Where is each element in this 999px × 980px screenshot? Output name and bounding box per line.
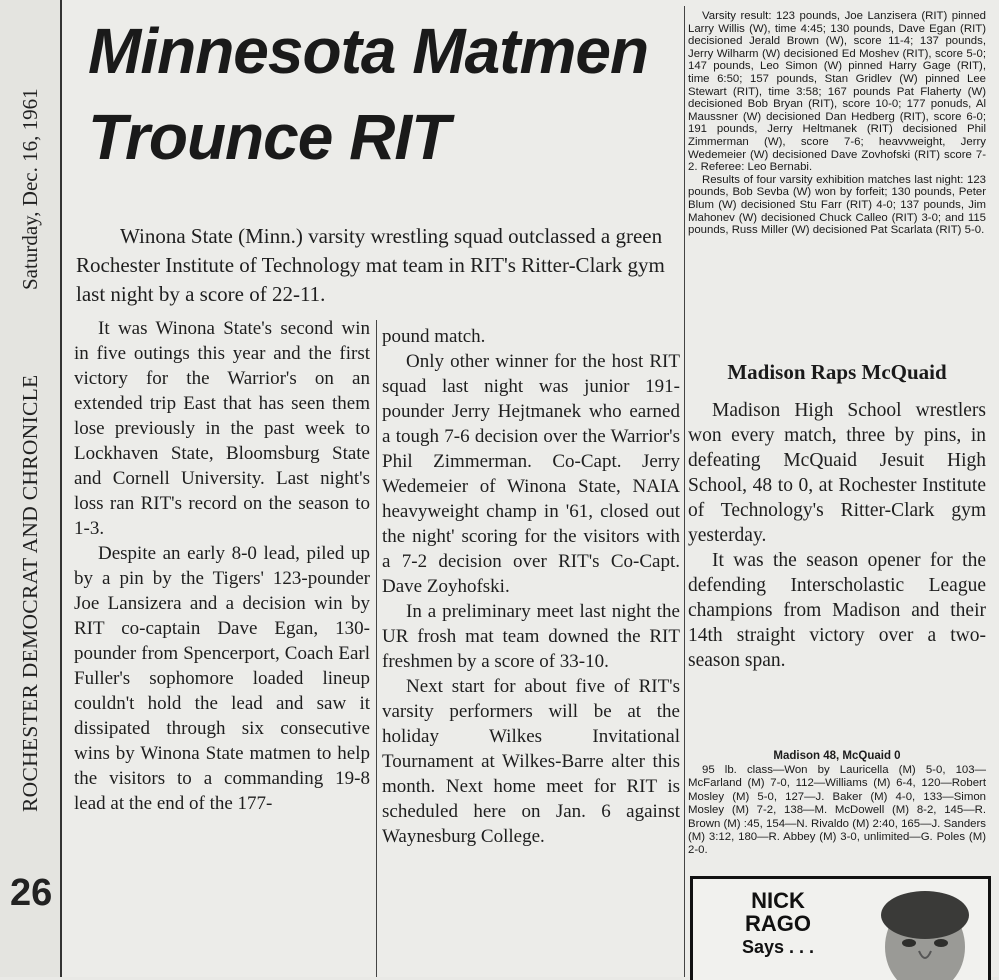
headline-line-1: Minnesota Matmen: [88, 15, 649, 87]
results-summary: [688, 10, 986, 237]
lede-text: Winona State (Minn.) varsity wrestling squad outclassed a green Rochester Institute of Technology mat team in RIT's Ritter-Clark gym last night by a score of 22-11.: [76, 224, 665, 306]
article-paragraph: It was Winona State's second win in five outings this year and the first victory for the Warrior's on an extended trip East that has seen them lose previously in the past week to Lockhaven State, Bloomsburg State and Cornell University. Last night's loss ran RIT's record on the season to 1-3.: [74, 318, 370, 539]
article-paragraph: pound match.: [382, 326, 486, 347]
box-score-title: Madison 48, McQuaid 0: [773, 750, 901, 762]
column-rule: [376, 320, 377, 977]
box-score-text: 95 lb. class—Won by Lauricella (M) 5-0, 103—McFarland (M) 7-0, 112—Williams (M) 6-4, 120—Robert Mosley (M) 5-0, 127—J. Baker (M) 4-0, 133—Simon Mosley (M) 7-2, 138—M. McDowell (M) 8-2, 145—R. Brown (M) :45, 154—N. Rivaldo (M) 2:40, 165—J. Sanders (M) 3:12, 180—R. Abbey (M) 3-0, unlimited—G. Poles (M) 2-0.: [688, 764, 986, 857]
page-number: 26: [10, 872, 53, 914]
lede-paragraph: [76, 222, 684, 309]
portrait-photo: [853, 885, 983, 980]
ad-name-line-2: RAGO: [745, 911, 811, 936]
columnist-ad: [690, 876, 991, 980]
exhibition-results: Results of four varsity exhibition matches last night: 123 pounds, Bob Sevba (W) won by forfeit; 130 pounds, Peter Blum (W) decisioned Stu Farr (RIT) 4-0; 137 pounds, Jim Mahonev (W) decisioned Chuck Calleo (RIT) 3-0; and 115 pounds, Russ Miller (W) decisioned Pat Scarlata (RIT) 5-0.: [688, 173, 986, 237]
article-paragraph: It was the season opener for the defending Interscholastic League champions from Madison and their 14th straight victory over a two-season span.: [688, 550, 986, 671]
article-paragraph: Madison High School wrestlers won every match, three by pins, in defeating McQuaid Jesuit High School, 48 to 0, at Rochester Institute of Technology's Ritter-Clark gym yesterday.: [688, 400, 986, 546]
article-paragraph: Only other winner for the host RIT squad last night was junior 191-pounder Jerry Hejtmanek who earned a tough 7-6 decision over the Warrior's Phil Zimmerman. Co-Capt. Jerry Wedemeier of Winona State, NAIA heavyweight champ in '61, closed out the night' scoring for the visitors with a 7-2 decision over RIT's Co-Capt. Dave Zoyhofski.: [382, 351, 680, 597]
varsity-results: Varsity result: 123 pounds, Joe Lanzisera (RIT) pinned Larry Willis (W), time 4:45; 130 pounds, Dave Egan (RIT) decisioned Jerald Brown (W), score 11-4; 137 pounds, Jerry Wilharm (W) decisioned Ed Moshev (RIT), score 5-0; 147 pounds, Leo Simon (W) pinned Harry Gage (RIT), time 6:50; 157 pounds, Stan Gridlev (W) pinned Lee Stewart (RIT), time 3:58; 167 pounds Pat Flaherty (W) decisioned Bob Bryan (RIT), score 10-0; 177 ponuds, Al Maussner (W) decisioned Dan Hedberg (RIT), score 6-0; 191 pounds, Jerry Heltmanek (RIT) decisioned Phil Zimmerman (W), score 7-6; heavvweight, Jerry Wedemeier (W) decisioned Dave Zovhofski (RIT) score 7-2. Referee: Leo Bernabi.: [688, 10, 986, 174]
ad-says: Says . . .: [741, 937, 815, 957]
article-column-1: [74, 316, 370, 816]
paper-name: ROCHESTER DEMOCRAT AND CHRONICLE: [18, 374, 42, 812]
article-paragraph: In a preliminary meet last night the UR frosh mat team downed the RIT freshmen by a score of 33-10.: [382, 601, 680, 672]
column-rule: [684, 6, 685, 977]
box-score: [688, 764, 986, 858]
article-column-2: [382, 324, 680, 849]
ad-name: [733, 889, 823, 935]
article-paragraph: Next start for about five of RIT's varsity performers will be at the holiday Wilkes Invitational Tournament at Wilkes-Barre alter this month. Next home meet for RIT is scheduled here on Jan. 6 against Waynesburg College.: [382, 676, 680, 847]
madison-article: [688, 398, 986, 673]
article-paragraph: Despite an early 8-0 lead, piled up by a pin by the Tigers' 123-pounder Joe Lansizera and a decision win by RIT co-captain Dave Egan, 130-pounder from Spencerport, Coach Earl Fuller's sophomore loaded lineup couldn't hold the lead and saw it dissipated through six consecutive wins by Winona State matmen to help the visitors to a commanding 19-8 lead at the end of the 177-: [74, 543, 370, 814]
madison-headline: Madison Raps McQuaid: [727, 360, 947, 384]
dateline: Saturday, Dec. 16, 1961: [18, 88, 42, 290]
gutter-text: [0, 0, 60, 977]
headline-line-2: Trounce RIT: [88, 101, 450, 173]
ad-name-line-1: NICK: [751, 888, 805, 913]
headline: [88, 8, 678, 180]
